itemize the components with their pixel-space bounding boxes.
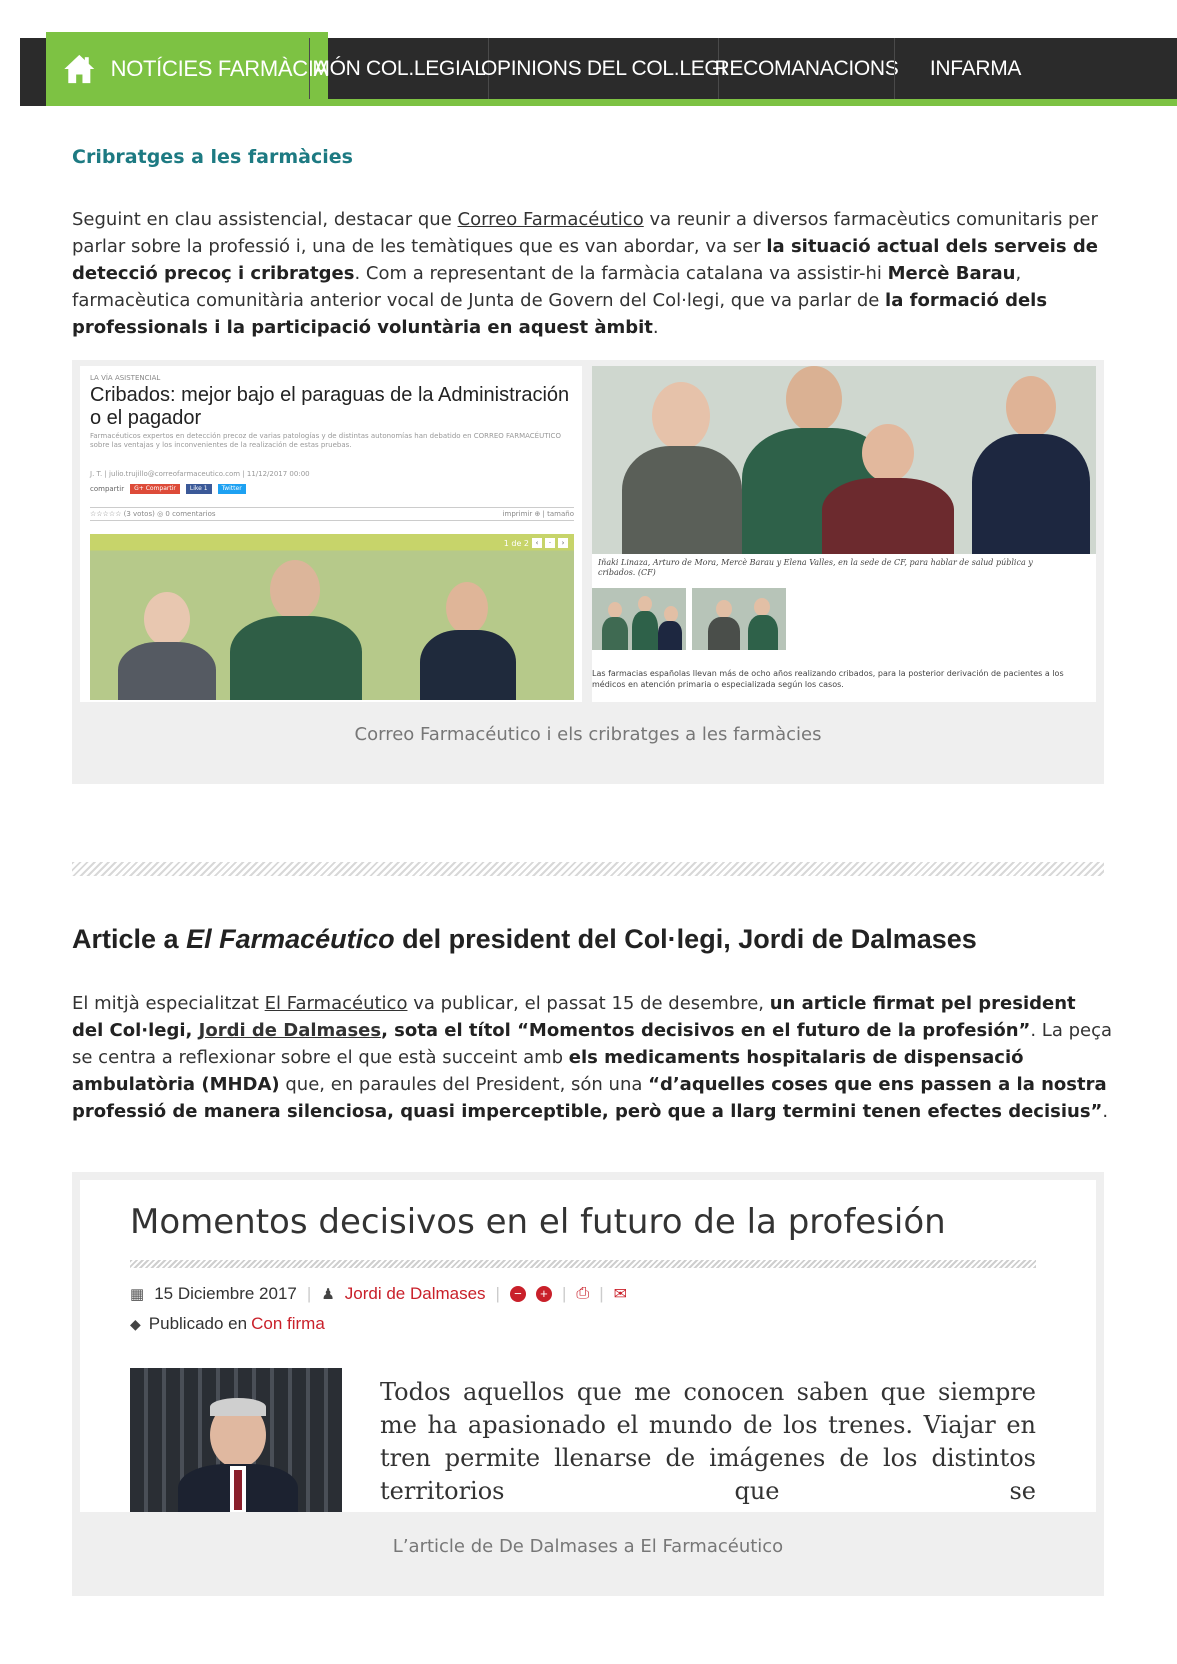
nav-item-mon-collegial[interactable]: MÓN COL.LEGIAL [309,38,488,99]
bold-text: un article firmat pel president del Col·legi, [72,993,1076,1041]
article-title-rule [130,1260,1036,1268]
main-navigation [20,38,1177,106]
author-portrait [130,1368,342,1512]
link-el-farmaceutico[interactable]: El Farmacéutico [264,993,408,1014]
clip-share-row [90,484,246,494]
font-decrease-icon: − [510,1286,526,1302]
figure-article [72,1172,1104,1596]
twitter-share-button: Twitter [218,484,246,494]
pager-page-icon: · [545,538,555,548]
separator: | [495,1284,500,1303]
clip-rating: ☆☆☆☆☆ (3 votos) ◎ 0 comentarios [90,510,216,518]
text: . [652,317,659,338]
text: . Com a representant de la farmàcia catalana va assistir-hi [354,263,888,284]
figure-caption-cribratges: Correo Farmacéutico i els cribratges a les farmàcies [354,724,822,745]
text: . La peça se centra a reflexionar sobre el que està succeint amb [72,1020,1113,1068]
section1-paragraph [72,206,1112,341]
published-category: Con firma [251,1314,325,1333]
article-title: Momentos decisivos en el futuro de la profesión [130,1202,946,1242]
text: El mitjà especialitzat [72,993,265,1014]
link-correo-farmaceutico[interactable]: Correo Farmacéutico [457,209,644,230]
calendar-icon: ▦ [130,1286,145,1303]
text: . [1102,1101,1109,1122]
gplus-share-button: G+ Compartir [130,484,180,494]
email-icon: ✉ [613,1286,628,1303]
figure-cribratges [72,360,1104,784]
pager-prev-icon: ‹ [532,538,542,548]
bold-text: “d’aquelles coses que ens passen a la nostra professió de manera silenciosa, quasi imperceptible, però que a llarg termini tenen efectes decisius” [72,1074,1107,1122]
bold-text: la formació dels professionals i la participació voluntària en aquest àmbit [72,290,1048,338]
facebook-like-button: Like 1 [186,484,212,494]
article-meta-row [130,1284,627,1304]
pager-text: 1 de 2 [503,538,529,548]
text: va publicar, el passat 15 de desembre, [407,993,770,1014]
clip-tools: imprimir ⊕ | tamaño [502,510,574,518]
nav-item-opinions-del-collegi[interactable]: OPINIONS DEL COL.LEGI [488,38,718,99]
separator: | [306,1284,312,1303]
clip-pager [504,538,568,548]
text: , farmacèutica comunitària anterior vocal de Junta de Govern del Col·legi, que va parlar de [72,263,1022,311]
nav-item-noticies-farmacia[interactable] [46,32,328,106]
text: que, en paraules del President, són una [279,1074,649,1095]
article-screenshot [80,1180,1096,1512]
article-date: 15 Diciembre 2017 [154,1284,297,1303]
font-increase-icon: + [536,1286,552,1302]
press-clipping-right [592,366,1096,702]
article-published-row [130,1314,325,1334]
thumbnail-photo [692,588,786,650]
user-icon: ♟ [321,1286,335,1303]
text: Seguint en clau assistencial, destacar que [72,209,458,230]
share-label: compartir [90,485,125,493]
tag-icon: ◆ [130,1315,141,1332]
nav-item-infarma[interactable]: INFARMA [894,38,1056,99]
pager-next-icon: › [558,538,568,548]
section2-paragraph [72,990,1112,1125]
section-title-cribratges: Cribratges a les farmàcies [72,146,353,168]
article-author: Jordi de Dalmases [344,1284,486,1303]
link-jordi-de-dalmases[interactable]: Jordi de Dalmases [198,1020,382,1041]
section-divider [72,862,1104,876]
nav-label-noticies-farmacia[interactable]: NOTÍCIES FARMÀCIA [110,56,328,81]
clip-lead: Farmacéuticos expertos en detección precoz de varias patologías y de distintas autonomías han debatido en CORREO FARMACÉUTICO sobre las ventajas y los inconvenientes de la realización de estas pruebas. [90,432,561,449]
print-icon: ⎙ [576,1285,590,1302]
text: va reunir a diversos farmacèutics comunitaris per parlar sobre la professió i, una de les temàtiques que es van abordar, va ser [72,209,1098,257]
title-publication: El Farmacéutico [186,924,395,954]
title-text: Article a [72,924,187,954]
group-photo [592,366,1096,554]
section-title-article [72,924,977,955]
bold-text: , sota el títol “Momentos decisivos en el futuro de la profesión” [381,1020,1031,1041]
clip-byline: J. T. | julio.trujillo@correofarmaceutico.com | 11/12/2017 00:00 [90,470,310,478]
press-clipping-left [80,366,582,702]
bold-text: la situació actual dels serveis de detecció precoç i cribratges [72,236,1098,284]
published-label: Publicado en [148,1314,248,1333]
photo-note: Las farmacias españolas llevan más de ocho años realizando cribados, para la posterior derivación de pacientes a los médicos en atención primaria o especializada según los casos. [592,669,1064,689]
bold-text: Mercè Barau [887,263,1016,284]
clip-photo [90,534,574,700]
home-icon[interactable] [62,47,97,91]
photo-caption: Iñaki Linaza, Arturo de Mora, Mercè Barau y Elena Valles, en la sede de CF, para hablar de salud pública y cribados. (CF) [598,558,1033,577]
bold-text: els medicaments hospitalaris de dispensació ambulatòria (MHDA) [72,1047,1024,1095]
clip-kicker: LA VÍA ASISTENCIAL [90,374,161,382]
clip-headline: Cribados: mejor bajo el paraguas de la Administración o el pagador [90,384,570,429]
separator: | [599,1284,604,1303]
article-excerpt: Todos aquellos que me conocen saben que siempre me ha apasionado el mundo de los trenes. Viajar en tren permite llenarse de imágenes de los distintos territorios que se [380,1378,1036,1505]
clip-rating-row [90,507,574,521]
thumbnail-photo [592,588,686,650]
separator: | [561,1284,567,1303]
figure-caption-article: L’article de De Dalmases a El Farmacéutico [392,1536,784,1557]
nav-item-recomanacions[interactable]: RECOMANACIONS [718,38,894,99]
title-text: del president del Col·legi, Jordi de Dalmases [394,924,977,954]
